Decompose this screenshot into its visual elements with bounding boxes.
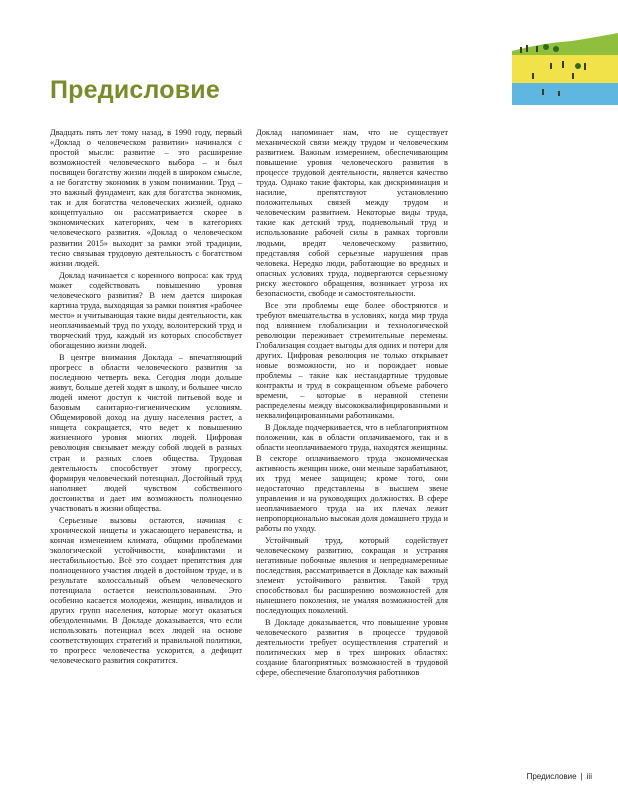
- corner-illustration: [512, 33, 618, 105]
- paragraph: Все эти проблемы еще более обостряются и требуют вмешательства в условиях, когда мир труда под влиянием глобализации и технологической революции переживает стремительные перемены. Глобализация создает выгоды для одних и потери для других. Цифровая революция не только открывает новые возможности, но и порождает новые проблемы – такие как нестандартные трудовые контракты и труд в сокращенном объеме рабочего времени, – которые в неравной степени распределены между высококвалифицированными и неквалифицированными работниками.: [256, 300, 448, 421]
- paragraph: Доклад напоминает нам, что не существует механической связи между трудом и человеческим развитием. Важным измерением, обеспечивающим повышение уровня человеческого развития в процессе трудовой деятельности, является качество труда. Однако такие факторы, как дискриминация и насилие, препятствуют установлению положительных связей между трудом и человеческим развитием. Некоторые виды труда, такие как детский труд, подневольный труд и использование рабочей силы в рамках торговли людьми, вредят человеческому развитию, представляя собой серьезные нарушения прав человека. Нередко люди, работающие во вредных и опасных условиях труда, подвергаются серьезному риску жестокого обращения, возникает угроза их безопасности, свободе и самостоятельности.: [256, 128, 448, 298]
- page-title: Предисловие: [50, 76, 220, 104]
- paragraph: В центре внимания Доклада – впечатляющий прогресс в области человеческого развития за последнюю четверть века. Сегодня люди дольше живут, больше детей ходят в школу, и большее число людей имеют доступ к чистой питьевой воде и базовым санитарно-гигиеническим условиям. Общемировой доход на душу населения растет, а нищета сокращается, что ведет к повышению жизненного уровня многих людей. Цифровая революция связывает между собой людей в разных стран и разных слоев общества. Трудовая деятельность способствует этому прогрессу, формируя человеческий потенциал. Достойный труд наполняет людей чувством собственного достоинства и дает им возможность полноценно участвовать в жизни общества.: [50, 353, 242, 513]
- paragraph: В Докладе доказывается, что повышение уровня человеческого развития в процессе трудовой деятельности требует осуществления стратегий и политических мер в трех широких областях: создание благоприятных возможностей в трудовой сфере, обеспечение благополучия работников: [256, 618, 448, 678]
- page-footer: [527, 772, 592, 781]
- field-band: [512, 55, 618, 83]
- page-number: iii: [586, 772, 592, 781]
- paragraph: Двадцать пять лет тому назад, в 1990 году, первый «Доклад о человеческом развитии» начинался с простой мысли: развитие – это расширение возможностей человеческого выбора – и был посвящен богатству жизни людей в широком смысле, а не богатству экономик в узком понимании. Труд – это важный фундамент, как для богатства экономик, так и для богатства человеческих жизней, однако концептуально он рассматривается скорее в экономических категориях, чем в категориях человеческого развития. «Доклад о человеческом развитии 2015» выходит за рамки этой традиции, тесно связывая трудовую деятельность с богатством жизни людей.: [50, 128, 242, 268]
- paragraph: Серьезные вызовы остаются, начиная с хронической нищеты и ужасающего неравенства, и кончая изменением климата, общими проблемами экологической устойчивости, конфликтами и нестабильностью. Всё это создает препятствия для полноценного участия людей в достойном труде, и в результате колоссальный объем человеческого потенциала остается неиспользованным. Это особенно касается молодежи, женщин, инвалидов и других групп населения, которые могут оказаться обездоленными. В Докладе доказывается, что если использовать потенциал всех людей на основе соответствующих стратегий и правильной политики, то прогресс человечества ускорится, а дефицит человеческого развития сократится.: [50, 515, 242, 666]
- paragraph: Устойчивый труд, который содействует человеческому развитию, сокращая и устраняя негативные побочные явления и непреднамеренные последствия, рассматривается в Докладе как важный элемент устойчивого развития. Такой труд способствовал бы расширению возможностей для нынешнего поколения, не умаляя возможностей для последующих поколений.: [256, 535, 448, 616]
- water-band: [512, 83, 618, 105]
- text-column-right: [256, 128, 448, 681]
- footer-separator: |: [580, 772, 583, 781]
- paragraph: В Докладе подчеркивается, что в неблагоприятном положении, как в области оплачиваемого, так и в области неоплачиваемого труда, находятся женщины. В секторе оплачиваемого труда экономическая активность женщин ниже, они меньше зарабатывают, их труд менее защищен; кроме того, они недостаточно представлены в высшем звене управления и на руководящих должностях. В сфере неоплачиваемого труда на их плечах лежит непропорционально высокая доля домашнего труда и работы по уходу.: [256, 423, 448, 533]
- footer-section-label: Предисловие: [526, 772, 577, 781]
- text-column-left: [50, 128, 242, 668]
- paragraph: Доклад начинается с коренного вопроса: как труд может содействовать повышению уровня человеческого развития? В нем дается широкая картина труда, выходящая за рамки понятия «рабочее место» и учитывающая такие виды деятельности, как неоплачиваемый труд по уходу, волонтерский труд и творческий труд, каждый из которых способствует обогащению жизни людей.: [50, 270, 242, 350]
